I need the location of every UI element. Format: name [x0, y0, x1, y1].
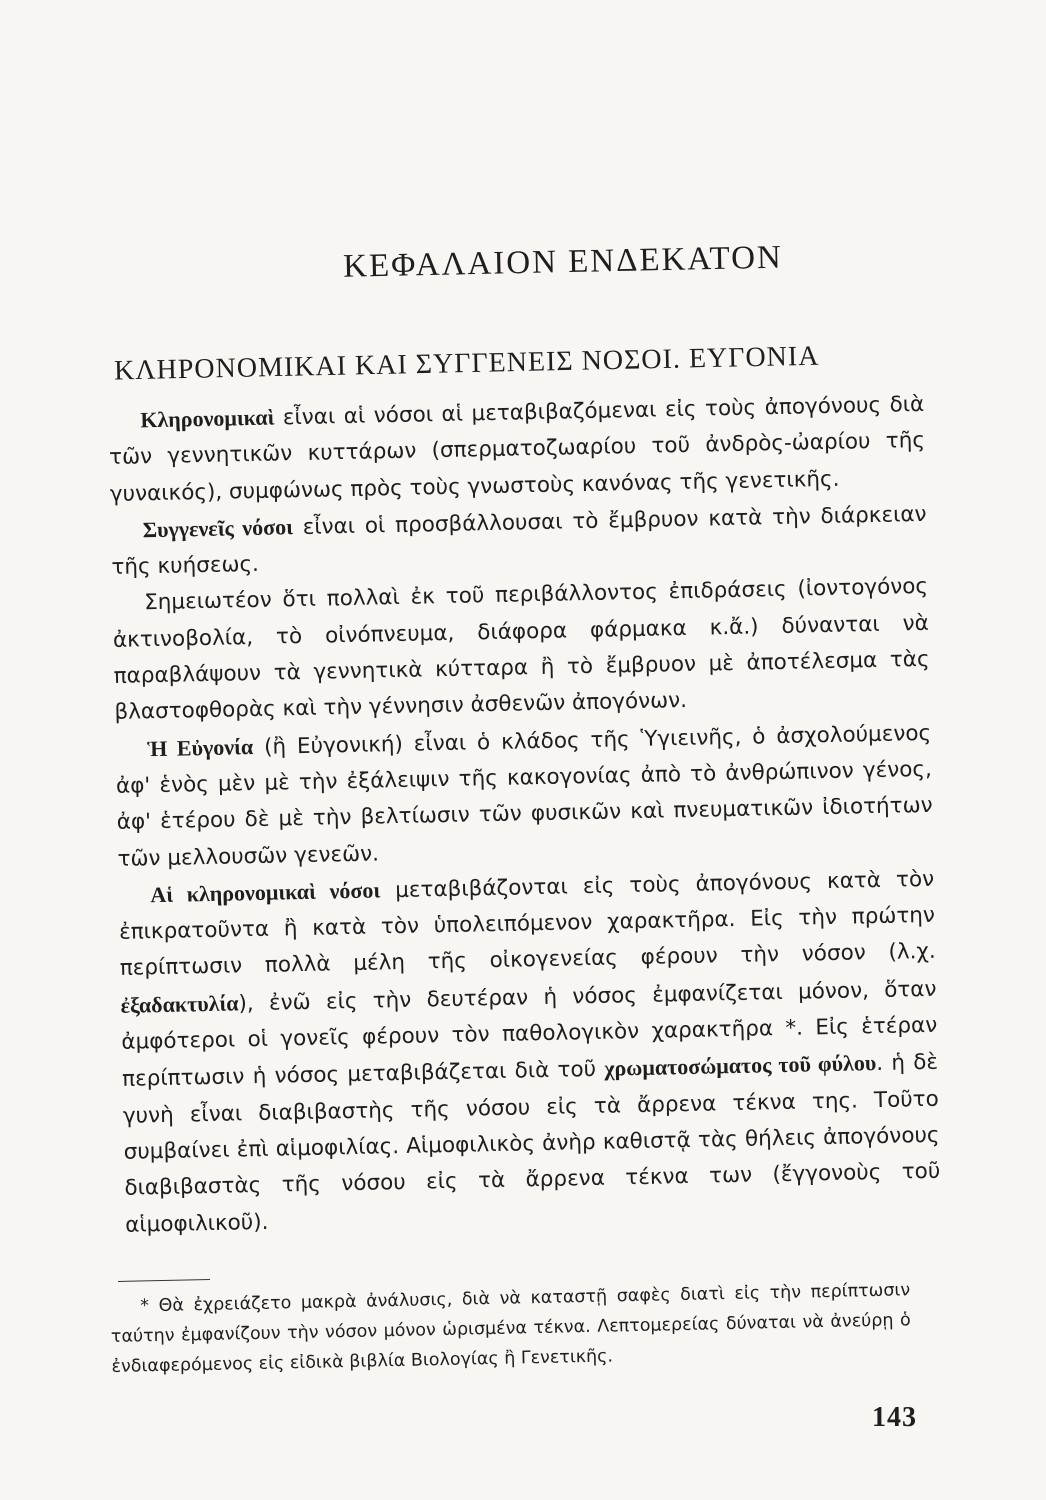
section-title: ΚΛΗΡΟΝΟΜΙΚΑΙ ΚΑΙ ΣΥΓΓΕΝΕΙΣ ΝΟΣΟΙ. ΕΥΓΟΝΙΑ — [113, 340, 820, 387]
term-polydactyly: ἐξαδακτυλία — [120, 990, 239, 1018]
term-congenital: Συγγενεῖς νόσοι — [142, 514, 294, 543]
footnote-text: * Θὰ ἐχρειάζετο μακρὰ ἀνάλυσις, διὰ νὰ καταστῇ σαφὲς διατὶ εἰς τὴν περίπτωσιν ταύτην ἐμφανίζουν τὴν νόσον μόνον ὡρισμένα τέκνα. Λεπτομερείας δύναται νὰ ἀνεύρῃ ὁ ἐνδιαφερόμενος εἰς εἰδικὰ βιβλία Βιολογίας ἢ Γενετικῆς. — [110, 1280, 911, 1377]
chapter-title: ΚΕΦΑΛΑΙΟΝ ΕΝΔΕΚΑΤΟΝ — [342, 239, 784, 285]
paragraph-environment — [112, 569, 931, 731]
paragraph-text: (ἢ Εὐγονική) εἶναι ὁ κλάδος τῆς Ὑγιεινῆς, ὁ ἀσχολούμενος ἀφ' ἑνὸς μὲν μὲ τὴν ἐξάλειψιν τῆς κακογονίας ἀπὸ τὸ ἀνθρώπινον γένος, ἀφ' ἑτέρου δὲ μὲ τὴν βελτίωσιν τῶν φυσικῶν καὶ πνευματικῶν ἰδιοτήτων τῶν μελλουσῶν γενεῶν. — [115, 720, 933, 872]
paragraph-text: μεταβιβάζονται εἰς τοὺς ἀπογόνους κατὰ τὸν ἐπικρατοῦντα ἢ κατὰ τὸν ὑπολειπόμενον χαρακτῆρα. Εἰς τὴν πρώτην περίπτωσιν πολλὰ μέλη τῆς οἰκογενείας φέρουν τὴν νόσον (λ.χ. — [118, 866, 936, 982]
paragraph-text: εἶναι οἱ προσβάλλουσαι τὸ ἔμβρυον κατὰ τὴν διάρκειαν τῆς κυήσεως. — [111, 501, 927, 581]
paragraph-text: . ἡ δὲ γυνὴ εἶναι διαβιβαστὴς τῆς νόσου εἰς τὰ ἄρρενα τέκνα της. Τοῦτο συμβαίνει ἐπὶ αἱμοφιλίας. Αἱμοφιλικὸς ἀνὴρ καθιστᾷ τὰς θήλεις ἀπογόνους διαβιβαστὰς τῆς νόσου εἰς τὰ ἄρρενα τέκνα των (ἔγγονοὺς τοῦ αἱμοφιλικοῦ). — [122, 1050, 941, 1238]
term-sex-chromosome: χρωματοσώματος τοῦ φύλου — [604, 1050, 877, 1082]
term-hereditary-diseases: Αἱ κληρονομικαὶ νόσοι — [150, 877, 381, 908]
paragraph-hereditary — [108, 386, 926, 513]
page-number: 143 — [872, 1402, 917, 1433]
body-text — [108, 386, 941, 1244]
paragraph-eugenics — [115, 715, 934, 878]
term-hereditary: Κληρονομικαὶ — [140, 404, 275, 433]
paragraph-text: Σημειωτέον ὅτι πολλαὶ ἐκ τοῦ περιβάλλοντος ἐπιδράσεις (ἰοντογόνος ἀκτινοβολία, τὸ οἰνόπνευμα, διάφορα φάρμακα κ.ἄ.) δύνανται νὰ παραβλάψουν τὰ γεννητικὰ κύτταρα ἢ τὸ ἔμβρυον μὲ ἀποτέλεσμα τὰς βλαστοφθορὰς καὶ τὴν γέννησιν ἀσθενῶν ἀπογόνων. — [112, 574, 930, 726]
footnote-divider — [118, 1279, 210, 1282]
paragraph-inheritance — [118, 861, 941, 1244]
paragraph-text: εἶναι αἱ νόσοι αἱ μεταβιβαζόμεναι εἰς τοὺς ἀπογόνους διὰ τῶν γεννητικῶν κυττάρων (σπερματοζωαρίου τοῦ ἀνδρὸς-ὠαρίου τῆς γυναικός), συμφώνως πρὸς τοὺς γνωστοὺς κανόνας τῆς γενετικῆς. — [108, 391, 926, 507]
footnote — [110, 1275, 912, 1382]
paragraph-text: ), ἐνῶ εἰς τὴν δευτέραν ἡ νόσος ἐμφανίζεται μόνον, ὅταν ἀμφότεροι οἱ γονεῖς φέρουν τὸν παθολογικὸν χαρακτῆρα *. Εἰς ἑτέραν περίπτωσιν ἡ νόσος μεταβιβάζεται διὰ τοῦ — [121, 976, 938, 1093]
term-eugenics: Ἡ Εὐγονία — [146, 733, 254, 761]
